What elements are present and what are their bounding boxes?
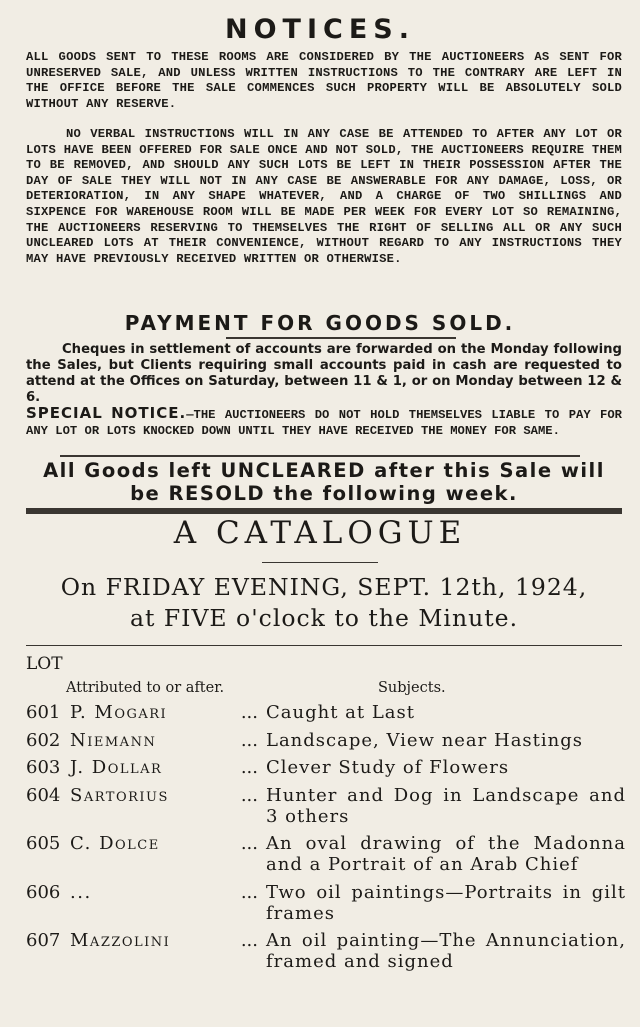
catalogue-title: A CATALOGUE bbox=[173, 515, 467, 551]
lot-number: 602 bbox=[26, 729, 61, 751]
lot-row bbox=[26, 730, 626, 751]
payment-text: Cheques in settlement of accounts are forwarded on the Monday following the Sales, but Clients requiring small accounts paid in cash are requested to attend at the Offices on Saturday, between 11 & 1, or on Monday between 12 & 6. bbox=[26, 342, 622, 405]
lot-list bbox=[26, 702, 626, 979]
sale-date-line: On FRIDAY EVENING, SEPT. 12th, 1924, bbox=[60, 573, 588, 601]
lot-row bbox=[26, 702, 626, 723]
lot-row bbox=[26, 930, 626, 972]
divider-rule bbox=[60, 455, 580, 457]
special-notice-text: —THE AUCTIONEERS DO NOT HOLD THEMSELVES LIABLE TO PAY FOR ANY LOT OR LOTS KNOCKED DOWN UNTIL THEY HAVE RECEIVED THE MONEY FOR SAME. bbox=[26, 408, 622, 438]
lot-row bbox=[26, 833, 626, 875]
lot-subject: An oil painting—The Annunciation, framed and signed bbox=[266, 930, 626, 972]
sale-time-line: at FIVE o'clock to the Minute. bbox=[129, 604, 519, 632]
lot-subject: Clever Study of Flowers bbox=[266, 757, 510, 778]
lot-leader-dots: ... bbox=[240, 757, 258, 778]
payment-heading-underline bbox=[226, 337, 456, 339]
uncleared-goods-notice: All Goods left UNCLEARED after this Sale will be RESOLD the following week. bbox=[43, 459, 605, 505]
lot-row bbox=[26, 882, 626, 924]
subjects-column-header: Subjects. bbox=[378, 680, 446, 696]
lot-number: 603 bbox=[26, 757, 61, 778]
lot-number: 604 bbox=[26, 784, 61, 806]
lot-artist: Sartorius bbox=[70, 784, 169, 806]
unreserved-sale-notice: ALL GOODS SENT TO THESE ROOMS ARE CONSIDERED BY THE AUCTIONEERS AS SENT FOR UNRESERVED SALE, AND UNLESS WRITTEN INSTRUCTIONS TO THE CONTRARY ARE LEFT IN THE OFFICE BEFORE THE SALE COMMENCES SUCH PROPERTY WILL BE ABSOLUTELY SOLD WITHOUT ANY RESERVE. bbox=[26, 50, 622, 111]
lot-leader-dots: ... bbox=[240, 881, 258, 903]
lot-column-header: LOT bbox=[26, 654, 63, 674]
lot-number: 605 bbox=[26, 833, 61, 854]
lot-artist: Niemann bbox=[70, 729, 157, 751]
special-notice-lead: SPECIAL NOTICE. bbox=[26, 404, 187, 422]
lot-subject: Caught at Last bbox=[266, 702, 416, 723]
lot-artist: C. Dolce bbox=[70, 833, 160, 854]
lot-leader-dots: ... bbox=[240, 784, 258, 806]
notices-heading: NOTICES. bbox=[225, 14, 415, 45]
lot-row bbox=[26, 785, 626, 827]
lot-artist: J. Dollar bbox=[70, 757, 163, 778]
lot-leader-dots: ... bbox=[240, 930, 258, 951]
lot-artist: P. Mogari bbox=[70, 702, 168, 723]
lot-leader-dots: ... bbox=[240, 833, 258, 854]
heavy-divider-rule bbox=[26, 508, 622, 514]
attributed-column-header: Attributed to or after. bbox=[66, 680, 225, 696]
lot-subject: An oval drawing of the Madonna and a Portrait of an Arab Chief bbox=[266, 833, 626, 875]
verbal-instructions-notice: NO VERBAL INSTRUCTIONS WILL IN ANY CASE BE ATTENDED TO AFTER ANY LOT OR LOTS HAVE BEEN OFFERED FOR SALE ONCE AND NOT SOLD, THE AUCTIONEERS REQUIRE THEM TO BE REMOVED, AND SHOULD ANY SUCH LOTS BE LEFT IN THEIR POSSESSION AFTER THE DAY OF SALE THEY WILL NOT IN ANY CASE BE ANSWERABLE FOR ANY DAMAGE, LOSS, OR DETERIORATION, IN ANY SHAPE WHATEVER, AND A CHARGE OF TWO SHILLINGS AND SIXPENCE FOR WAREHOUSE ROOM WILL BE MADE PER WEEK FOR EVERY LOT SO REMAINING, THE AUCTIONEERS RESERVING TO THEMSELVES THE RIGHT OF SELLING ALL OR ANY SUCH UNCLEARED LOTS AT THEIR CONVENIENCE, WITHOUT REGARD TO ANY INSTRUCTIONS THEY MAY HAVE PREVIOUSLY RECEIVED WRITTEN OR OTHERWISE. bbox=[26, 127, 622, 266]
lot-leader-dots: ... bbox=[240, 702, 258, 723]
special-notice bbox=[26, 406, 622, 439]
lot-subject: Landscape, View near Hastings bbox=[266, 729, 583, 751]
lot-number: 606 bbox=[26, 881, 61, 903]
title-underline bbox=[262, 562, 378, 563]
lot-number: 607 bbox=[26, 930, 61, 951]
sale-date bbox=[26, 572, 622, 634]
lot-leader-dots: ... bbox=[240, 729, 258, 751]
lot-number: 601 bbox=[26, 702, 61, 723]
lot-artist: ... bbox=[70, 881, 92, 903]
lot-artist: Mazzolini bbox=[70, 930, 171, 951]
lot-subject: Hunter and Dog in Landscape and 3 others bbox=[266, 784, 626, 827]
table-top-rule bbox=[26, 645, 622, 646]
lot-subject: Two oil paintings—Portraits in gilt frames bbox=[266, 881, 626, 924]
lot-row bbox=[26, 757, 626, 778]
payment-heading: PAYMENT FOR GOODS SOLD. bbox=[124, 311, 516, 335]
